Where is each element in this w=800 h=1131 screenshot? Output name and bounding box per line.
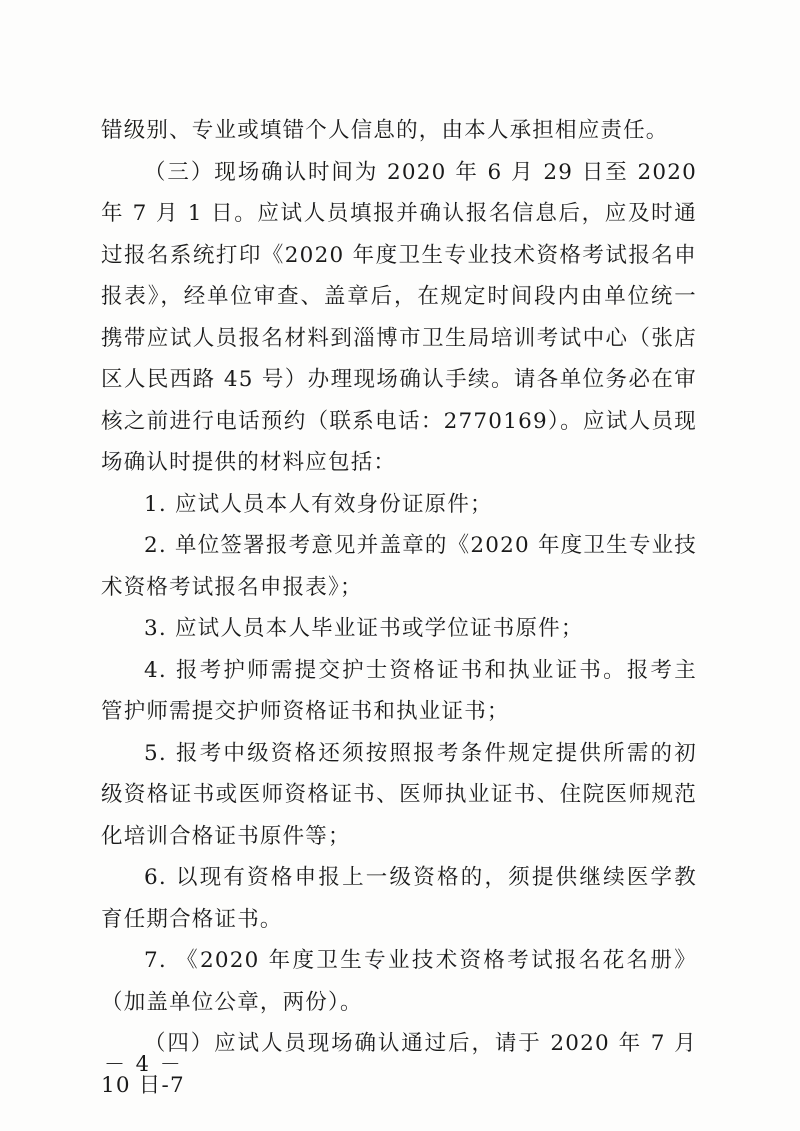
paragraph-after-confirmation: （四）应试人员现场确认通过后，请于 2020 年 7 月 10 日-7 xyxy=(101,1031,697,1098)
list-item-roster: 7. 《2020 年度卫生专业技术资格考试报名花名册》（加盖单位公章，两份）。 xyxy=(101,948,697,1015)
paragraph-responsibility: 错级别、专业或填错个人信息的，由本人承担相应责任。 xyxy=(101,118,669,143)
list-item-nurse-certificate: 4. 报考护师需提交护士资格证书和执业证书。报考主管护师需提交护师资格证书和执业证书； xyxy=(101,657,697,724)
list-item-diploma: 3. 应试人员本人毕业证书或学位证书原件； xyxy=(144,616,584,641)
list-item-continuing-education: 6. 以现有资格申报上一级资格的，须提供继续医学教育任期合格证书。 xyxy=(101,865,697,932)
list-item-application-form: 2. 单位签署报考意见并盖章的《2020 年度卫生专业技术资格考试报名申报表》； xyxy=(101,533,697,600)
paragraph-confirmation-time: （三）现场确认时间为 2020 年 6 月 29 日至 2020 年 7 月 1 日。应试人员填报并确认报名信息后，应及时通过报名系统打印《2020 年度卫生专业技术资格考试报名申报表》，经单位审查、盖章后，在规定时间段内由单位统一携带应试人员报名材料到淄博市卫生局培训考试中心（张店区人民西路 45 号）办理现场确认手续。请各单位务必在审核之前进行电话预约（联系电话：2770169）。应试人员现场确认时提供的材料应包括： xyxy=(101,159,697,475)
list-item-id-card: 1. 应试人员本人有效身份证原件； xyxy=(144,491,493,517)
body-text xyxy=(101,110,697,1106)
page-number: － 4 － xyxy=(104,1052,183,1076)
list-item-intermediate-certificate: 5. 报考中级资格还须按照报考条件规定提供所需的初级资格证书或医师资格证书、医师执业证书、住院医师规范化培训合格证书原件等； xyxy=(101,740,697,849)
